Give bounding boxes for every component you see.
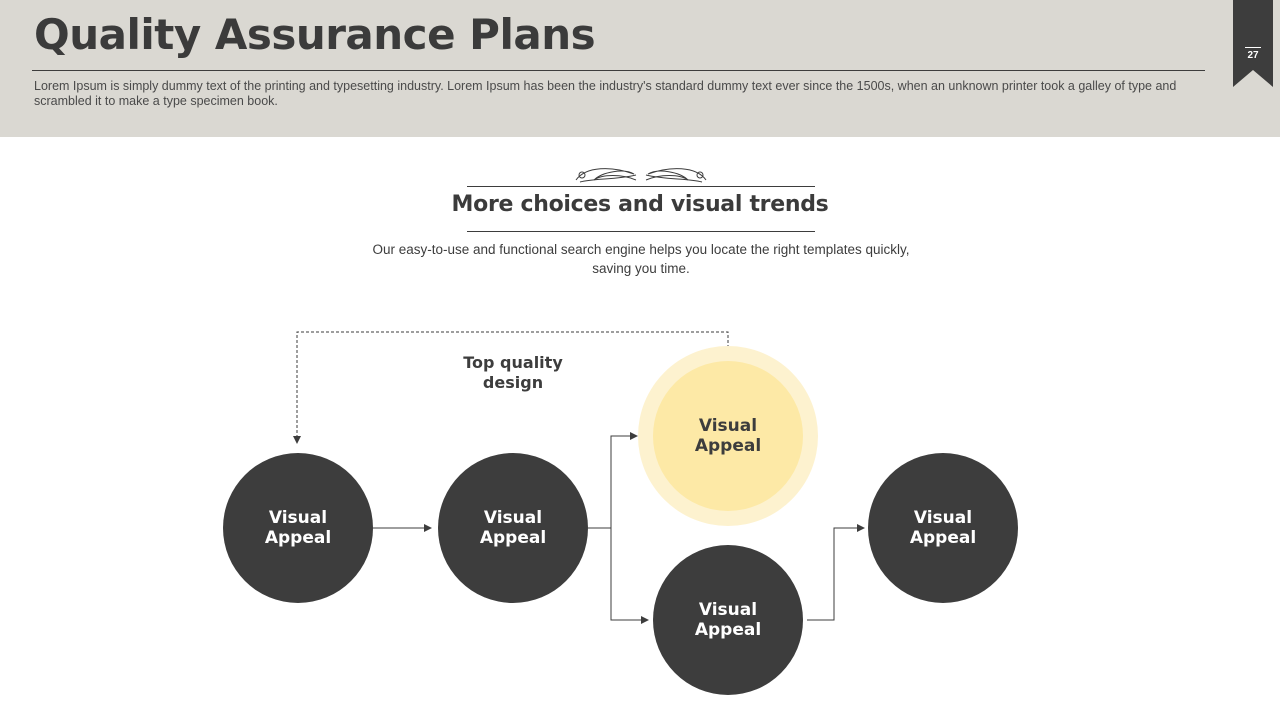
diagram-caption: Top quality design (463, 353, 563, 392)
flow-node-label: Visual Appeal (909, 508, 977, 548)
flow-node-label: Visual Appeal (479, 508, 547, 548)
intro-text: Lorem Ipsum is simply dummy text of the printing and typesetting industry. Lorem Ipsum has been the industry's standard dummy text ever since the 1500s, when an unknown printer took a galley of type and scrambled it to make a type specimen book. (34, 79, 1177, 108)
flow-node-label: Visual Appeal (694, 600, 762, 640)
arrow-2-to-4 (611, 528, 648, 620)
flow-node-label: Visual Appeal (694, 416, 762, 456)
page-number: 27 (1247, 50, 1259, 61)
flow-node-2 (438, 453, 588, 603)
section-description: Our easy-to-use and functional search engine helps you locate the right templates quickly, saving you time. (372, 242, 910, 276)
flow-node-5 (868, 453, 1018, 603)
arrow-2-to-3 (588, 436, 637, 528)
page-title: Quality Assurance Plans (34, 10, 596, 59)
flow-node-4 (653, 545, 803, 695)
flow-node-label: Visual Appeal (264, 508, 332, 548)
section-title: More choices and visual trends (451, 192, 829, 217)
flow-node-3-highlighted (653, 361, 803, 511)
arrow-4-to-5 (807, 528, 864, 620)
flow-node-1 (223, 453, 373, 603)
